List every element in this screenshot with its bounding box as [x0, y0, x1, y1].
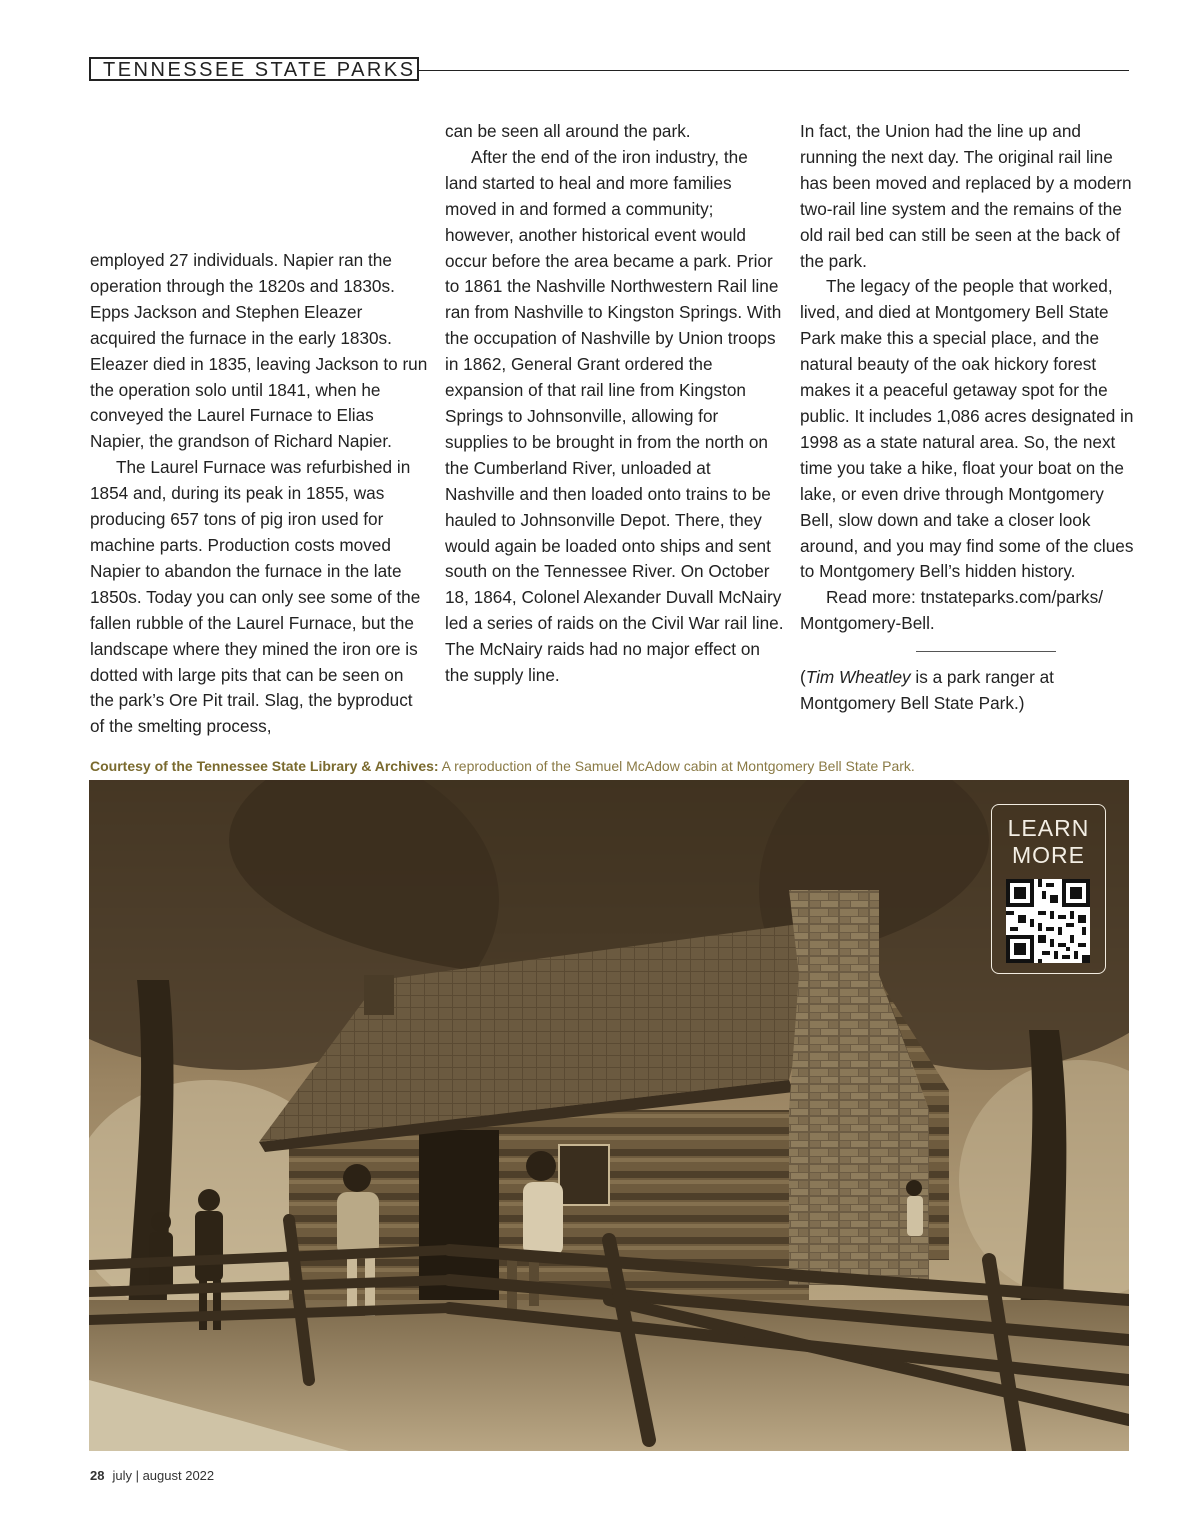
paragraph: The legacy of the people that worked, lived, and died at Montgomery Bell State Park make this a special place, and the natural beauty of the oak hickory forest makes it a peaceful getaway spot for the public. It includes 1,086 acres designated in 1998 as a state natural area. So, the next time you take a hike, float your boat on the lake, or even drive through Montgomery Bell, slow down and take a closer look around, and you may find some of the clues to Montgomery Bell’s hidden history. [800, 276, 1134, 582]
bio-text: is a park ranger at Montgomery Bell State Park.) [800, 667, 1054, 714]
paragraph: In fact, the Union had the line up and running the next day. The original rail line has been moved and replaced by a modern two-rail line system and the remains of the old rail bed can still be seen at the back of the park. [800, 121, 1132, 271]
learn-line-2: MORE [1012, 842, 1085, 868]
learn-more-label [992, 815, 1105, 869]
learn-more-qr-box[interactable] [991, 804, 1106, 974]
paragraph: can be seen all around the park. [445, 121, 691, 141]
section-label: TENNESSEE STATE PARKS [89, 57, 419, 81]
cabin-photo [89, 780, 1129, 1451]
read-more-link[interactable]: Read more: tnstateparks.com/parks/ Montgomery-Bell. [800, 587, 1104, 634]
section-header [89, 57, 1129, 85]
caption-text: A reproduction of the Samuel McAdow cabin at Montgomery Bell State Park. [438, 758, 915, 774]
article-column-3 [800, 119, 1140, 717]
page-number: 28 [90, 1468, 105, 1483]
author-name: Tim Wheatley [805, 667, 911, 688]
page-footer [90, 1468, 214, 1488]
paragraph: The Laurel Furnace was refurbished in 1854 and, during its peak in 1855, was producing 657 tons of pig iron used for machine parts. Production costs moved Napier to abandon the furnace in the late 1850s. Today you can only see some of the fallen rubble of the Laurel Furnace, but the landscape where they mined the iron ore is dotted with large pits that can be seen on the park’s Ore Pit trail. Slag, the byproduct of the smelting process, [90, 457, 421, 737]
bio-divider [916, 651, 1056, 652]
bio-open-paren: ( [800, 667, 806, 688]
photo-credit: Courtesy of the Tennessee State Library & Archives: [90, 758, 439, 774]
article-column-2 [445, 119, 785, 689]
issue-date: july | august 2022 [112, 1468, 215, 1483]
photo-caption [90, 755, 1130, 777]
author-bio [800, 665, 1140, 717]
header-rule [419, 70, 1129, 71]
learn-line-1: LEARN [1007, 815, 1090, 841]
paragraph: After the end of the iron industry, the land started to heal and more families moved in and formed a community; however, another historical event would occur before the area became a park. Prior to 1861 the Nashville Northwestern Rail line ran from Nashville to Kingston Springs. With the occupation of Nashville by Union troops in 1862, General Grant ordered the expansion of that rail line from Kingston Springs to Johnsonville, allowing for supplies to be brought in from the north on the Cumberland River, unloaded at Nashville and then loaded onto trains to be hauled to Johnsonville Depot. There, they would again be loaded onto ships and sent south on the Tennessee River. On October 18, 1864, Colonel Alexander Duvall McNairy led a series of raids on the Civil War rail line. The McNairy raids had no major effect on the supply line. [445, 146, 784, 686]
article-column-1 [90, 248, 430, 740]
qr-code-icon[interactable] [1006, 879, 1090, 963]
paragraph: employed 27 individuals. Napier ran the operation through the 1820s and 1830s. Epps Jackson and Stephen Eleazer acquired the furnace in the early 1830s. Eleazer died in 1835, leaving Jackson to run the operation solo until 1841, when he conveyed the Laurel Furnace to Elias Napier, the grandson of Richard Napier. [90, 250, 428, 452]
